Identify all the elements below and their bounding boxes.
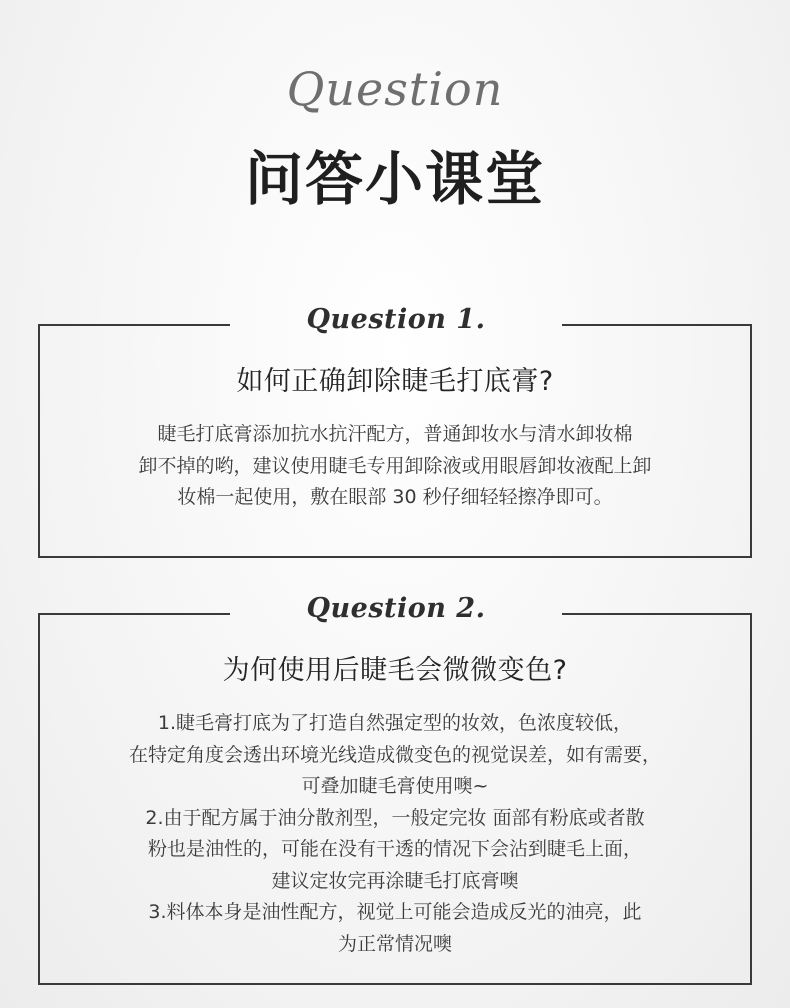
question-tag: Question 2. — [306, 593, 486, 624]
answer-text — [40, 708, 750, 960]
page-title: 问答小课堂 — [244, 145, 545, 213]
answer-line: 为正常情况噢 — [337, 932, 452, 955]
answer-text — [40, 419, 750, 514]
question-title: 为何使用后睫毛会微微变色? — [222, 655, 568, 686]
question-tag: Question 1. — [306, 304, 486, 335]
qa-card-2 — [38, 593, 752, 985]
answer-line: 睫毛打底膏添加抗水抗汗配方，普通卸妆水与清水卸妆棉 — [157, 423, 633, 445]
answer-line: 粉也是油性的，可能在没有干透的情况下会沾到睫毛上面， — [147, 838, 642, 860]
answer-line: 在特定角度会透出环境光线造成微变色的视觉误差，如有需要， — [128, 743, 661, 766]
answer-line: 卸不掉的哟，建议使用睫毛专用卸除液或用眼唇卸妆液配上卸 — [138, 454, 652, 477]
answer-line: 3.料体本身是油性配方，视觉上可能会造成反光的油亮，此 — [148, 901, 642, 923]
answer-line: 1.睫毛膏打底为了打造自然强定型的妆效，色浓度较低， — [157, 712, 633, 734]
answer-line: 可叠加睫毛膏使用噢~ — [301, 775, 489, 797]
qa-card-1 — [38, 304, 752, 558]
answer-line: 建议定妆完再涂睫毛打底膏噢 — [271, 869, 519, 892]
header — [0, 0, 790, 230]
answer-line: 妆棉一起使用，敷在眼部 30 秒仔细轻轻擦净即可。 — [177, 486, 613, 508]
question-title: 如何正确卸除睫毛打底膏? — [236, 366, 554, 397]
script-title: Question — [286, 62, 504, 116]
answer-line: 2.由于配方属于油分散剂型，一般定完妆 面部有粉底或者散 — [145, 806, 645, 829]
